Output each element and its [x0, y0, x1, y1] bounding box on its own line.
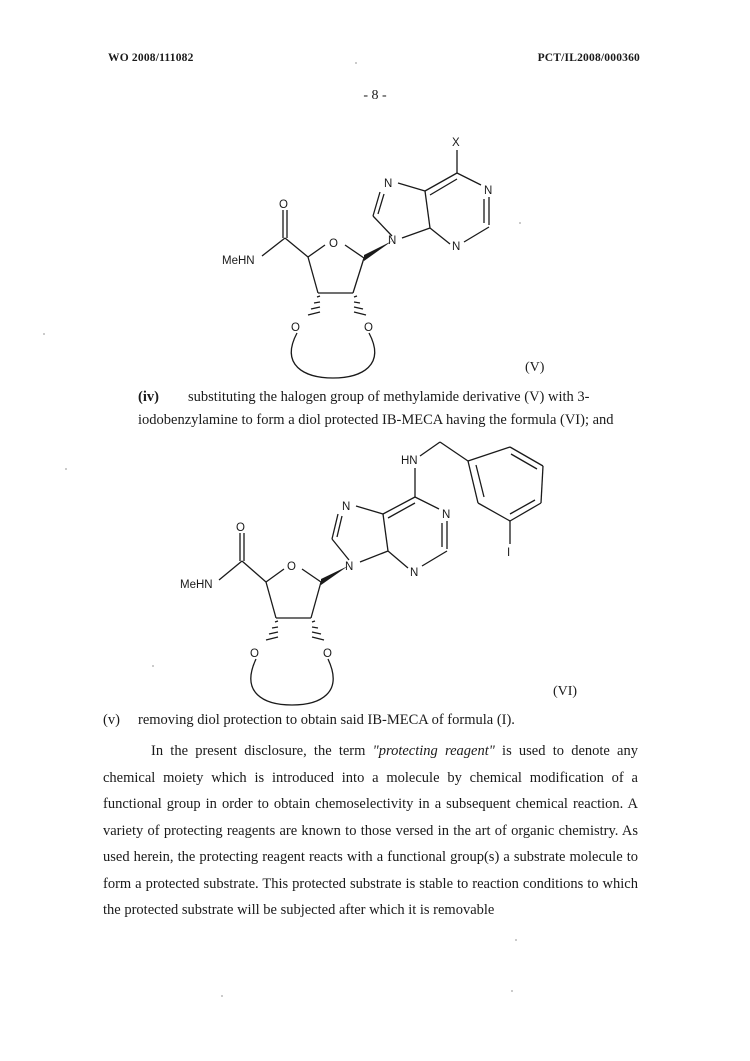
substituent-x-label: X	[452, 137, 460, 149]
page-number: - 8 -	[363, 88, 387, 103]
atom-n3: N	[452, 241, 461, 253]
publication-number: WO 2008/111082	[108, 52, 194, 64]
step-iv-line2: iodobenzylamine to form a diol protected IB-MECA having the formula (VI); and	[138, 412, 614, 428]
defined-term: "protecting reagent"	[372, 743, 495, 759]
atom-n9: N	[388, 235, 397, 247]
step-iv-marker: (iv)	[138, 389, 159, 405]
scan-speck	[43, 333, 45, 335]
scan-speck	[515, 939, 517, 941]
amine-label: HN	[401, 455, 418, 467]
step-v-marker: (v)	[103, 712, 120, 728]
atom-o-carbonyl: O	[279, 199, 288, 211]
iodine-label: I	[507, 547, 511, 559]
atom-o-left: O	[291, 322, 300, 334]
scan-speck	[519, 222, 521, 224]
atom-o-ring: O	[287, 561, 296, 573]
scan-speck	[221, 995, 223, 997]
application-number: PCT/IL2008/000360	[537, 52, 640, 64]
formula-label-vi: (VI)	[553, 684, 578, 699]
formula-label-v: (V)	[525, 360, 545, 375]
atom-n1: N	[484, 185, 493, 197]
atom-n3: N	[410, 567, 419, 579]
atom-o-right: O	[364, 322, 373, 334]
atom-n1: N	[442, 509, 451, 521]
scan-speck	[152, 665, 154, 667]
amide-label: MeHN	[222, 255, 255, 267]
atom-n7: N	[384, 178, 393, 190]
body-paragraph	[103, 738, 638, 924]
scan-speck	[355, 62, 357, 64]
atom-n7: N	[342, 501, 351, 513]
atom-o-right: O	[323, 648, 332, 660]
atom-o-left: O	[250, 648, 259, 660]
step-iv-line1: substituting the halogen group of methylamide derivative (V) with 3-	[188, 389, 590, 405]
paragraph-intro: In the present disclosure, the term	[151, 743, 373, 759]
atom-o-ring: O	[329, 238, 338, 250]
amide-label: MeHN	[180, 579, 213, 591]
step-v-text: removing diol protection to obtain said IB-MECA of formula (I).	[138, 712, 515, 728]
paragraph-body: is used to denote any chemical moiety which is introduced into a molecule by chemical modification of a functional group in order to obtain chemoselectivity in a subsequent chemical reaction. A variety of protecting reagents are known to those versed in the art of organic chemistry. As used herein, the protecting reagent reacts with a functional group(s) a substrate molecule to form a protected substrate. This protected substrate is stable to reaction conditions to which the protected substrate will be subjected after which it is removable	[103, 743, 638, 918]
atom-n9: N	[345, 561, 354, 573]
scan-speck	[65, 468, 67, 470]
atom-o-carbonyl: O	[236, 522, 245, 534]
scan-speck	[511, 990, 513, 992]
